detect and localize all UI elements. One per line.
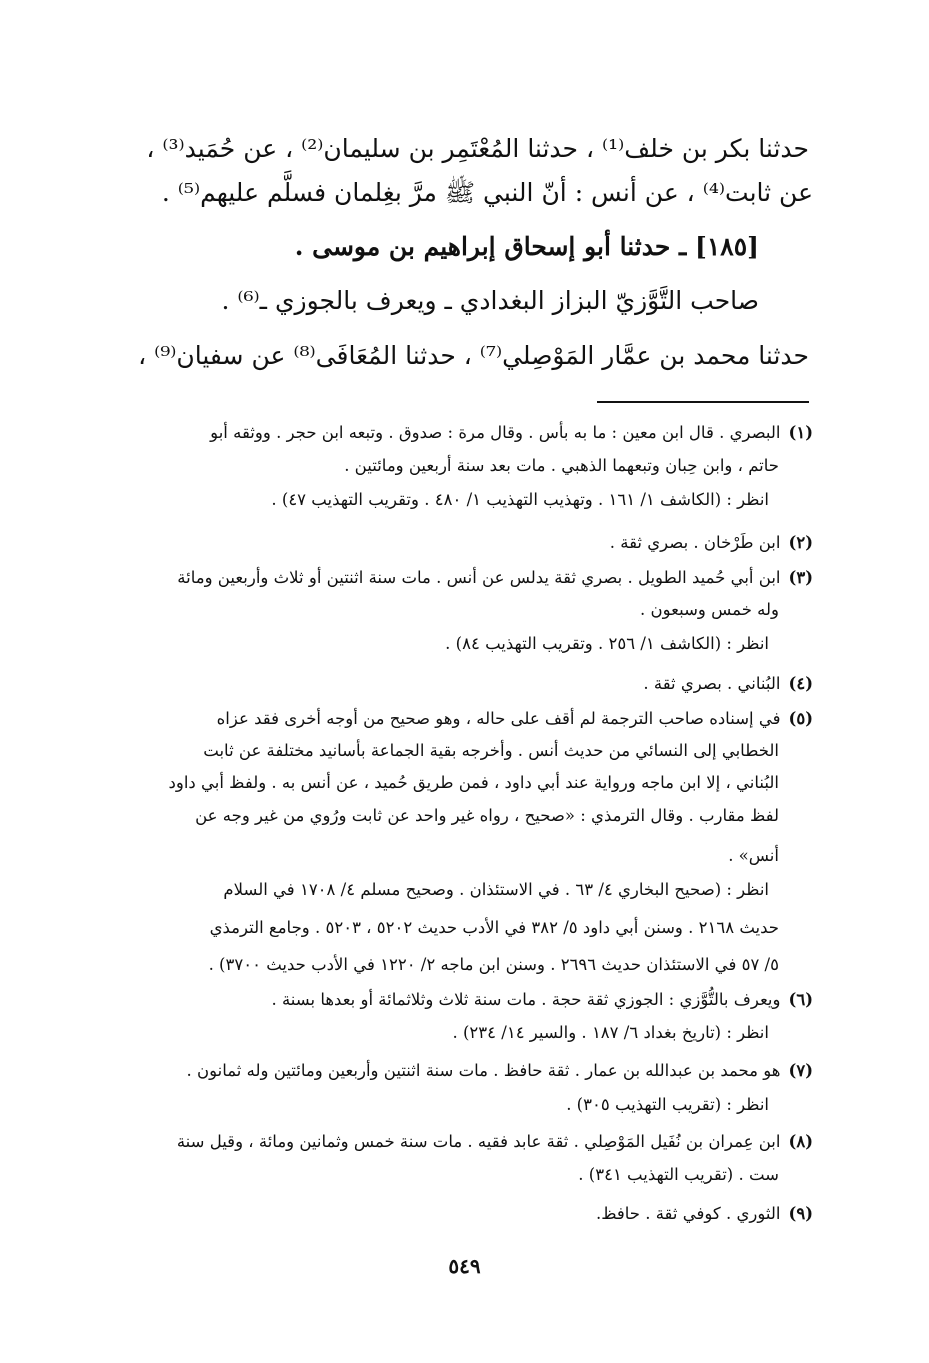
footnote-5-line-4: لفظ مقارب . وقال الترمذي : «صحيح ، رواه غير واحد عن ثابت ورُوي من غير وجه عن (195, 806, 779, 825)
footnote-1-line-2: حاتم ، وابن حِبان وتبعهما الذهبي . مات بعد سنة أربعين ومائتين . (344, 456, 779, 475)
footnote-number: (٢) (788, 533, 813, 552)
footnote-number: (٣) (788, 568, 813, 587)
footnote-5-line-6: انظر : (صحيح البخاري ٤/ ٦٣ . في الاستئذان . وصحيح مسلم ٤/ ١٧٠٨ في السلام (223, 880, 769, 899)
footnote-text: ابن عِمران بن نُفَيل المَوْصِلي . ثقة عابد فقيه . مات سنة خمس وثمانين ومائة ، وقيل سنة (176, 1132, 781, 1151)
footnote-8-line-2: ست . (تقريب التهذيب ٣٤١) . (578, 1165, 779, 1184)
footnote-1-line-3: انظر : (الكاشف ١/ ١٦١ . وتهذيب التهذيب ١/ ٤٨٠ . وتقريب التهذيب ٤٧) . (271, 490, 769, 509)
footnote-number: (٧) (788, 1061, 813, 1080)
footnote-number: (٩) (788, 1204, 813, 1223)
footnote-text: في إسناده صاحب الترجمة لم أقف على حاله ، وهو صحيح من أوجه أخرى فقد عزاه (216, 709, 781, 728)
footnote-4 (643, 676, 813, 693)
footnote-3-line-2: وله خمس وسبعون . (640, 600, 779, 619)
section-heading-185: [١٨٥] ـ حدثنا أبو إسحاق إبراهيم بن موسى . (294, 232, 759, 261)
main-text-line-2: عن ثابت⁽⁴⁾ ، عن أنس : أنّ النبي ﷺ مرَّ بغِلمان فسلَّم عليهم⁽⁵⁾ . (161, 178, 813, 207)
footnote-5-line-2: الخطابي إلى النسائي من حديث أنس . وأخرجه بقية الجماعة بأسانيد مختلفة عن ثابت (203, 741, 779, 760)
footnote-7 (187, 1063, 813, 1080)
footnote-6 (271, 992, 813, 1009)
footnote-text: ويعرف بالتُّوَّزي : الجوزي ثقة حجة . مات سنة ثلاث وثلاثمائة أو بعدها بسنة . (271, 990, 781, 1009)
footnote-text: ابن أبي حُميد الطويل . بصري ثقة يدلس عن أنس . مات سنة اثنتين أو ثلاث وأربعين ومائة (177, 568, 781, 587)
main-text-line-4: صاحب التَّوَّزيّ البزاز البغدادي ـ ويعرف بالجوزي ـ⁽⁶⁾ . (221, 286, 759, 315)
footnote-text: الثوري . كوفي ثقة . حافظ. (595, 1204, 781, 1223)
footnote-5-line-5: أنس» . (728, 846, 779, 865)
footnote-5-line-3: البُناني ، إلا ابن ماجه ورواية عند أبي داود ، فمن طريق حُميد ، عن أنس به . ولفظ أبي داود (168, 773, 779, 792)
footnote-6-line-2: انظر : (تاريخ بغداد ٦/ ١٨٧ . والسير ١٤/ ٢٣٤) . (452, 1023, 769, 1042)
footnote-text: البصري . قال ابن معين : ما به بأس . وقال مرة : صدوق . وتبعه ابن حجر . ووثقه أبو (210, 423, 781, 442)
main-text-line-5: حدثنا محمد بن عمَّار المَوْصِلي⁽⁷⁾ ، حدثنا المُعَافَى⁽⁸⁾ عن سفيان⁽⁹⁾ ، (138, 341, 809, 370)
footnote-9 (596, 1206, 813, 1223)
footnote-5-line-7: حديث ٢١٦٨ . وسنن أبي داود ٥/ ٣٨٢ في الأدب حديث ٥٢٠٢ ، ٥٢٠٣ . وجامع الترمذي (209, 918, 779, 937)
footnote-7-line-2: انظر : (تقريب التهذيب ٣٠٥) . (566, 1095, 769, 1114)
footnote-text: هو محمد بن عبدالله بن عمار . ثقة حافظ . مات سنة اثنتين وأربعين ومائتين وله ثمانون . (186, 1061, 781, 1080)
footnote-divider (597, 401, 809, 403)
footnote-1 (210, 425, 813, 442)
footnote-number: (١) (788, 423, 813, 442)
footnote-8 (177, 1134, 813, 1151)
footnote-number: (٥) (788, 709, 813, 728)
footnote-text: البُناني . بصري ثقة . (643, 674, 781, 693)
footnote-5 (217, 711, 813, 728)
footnote-number: (٤) (788, 674, 813, 693)
main-text-line-1: حدثنا بكر بن خلف⁽¹⁾ ، حدثنا المُعْتَمِر بن سليمان⁽²⁾ ، عن حُمَيد⁽³⁾ ، (146, 134, 809, 163)
footnote-3 (177, 570, 813, 587)
footnote-5-line-8: ٥/ ٥٧ في الاستئذان حديث ٢٦٩٦ . وسنن ابن ماجه ٢/ ١٢٢٠ في الأدب حديث ٣٧٠٠) . (208, 955, 779, 974)
page-number: ٥٤٩ (448, 1254, 481, 1278)
footnote-number: (٦) (788, 990, 813, 1009)
footnote-3-line-3: انظر : (الكاشف ١/ ٢٥٦ . وتقريب التهذيب ٨٤) . (445, 634, 769, 653)
footnote-2 (610, 535, 813, 552)
footnote-text: ابن طَرْخان . بصري ثقة . (609, 533, 781, 552)
footnote-number: (٨) (788, 1132, 813, 1151)
